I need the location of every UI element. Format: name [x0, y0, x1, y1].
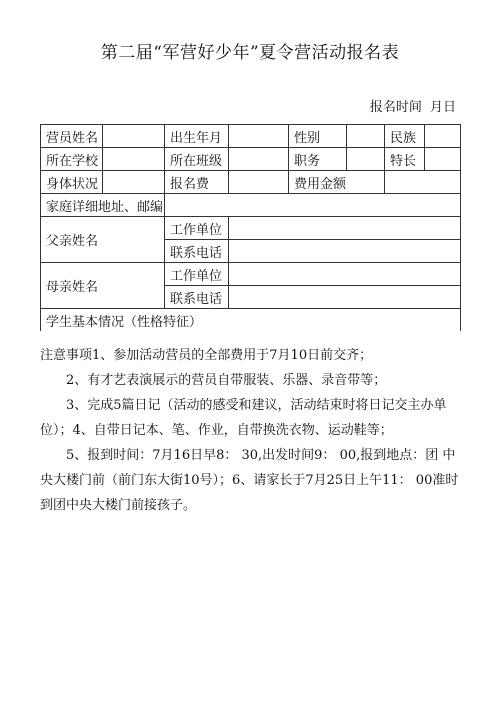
field-ethnicity[interactable]	[425, 125, 461, 148]
label-father-name: 父亲姓名	[41, 217, 165, 263]
label-specialty: 特长	[385, 148, 425, 171]
label-father-phone: 联系电话	[165, 240, 229, 263]
field-father-phone[interactable]	[229, 240, 461, 263]
form-row-father-work	[41, 217, 461, 240]
label-school: 所在学校	[41, 148, 103, 171]
form-title: 第二届“军营好少年”夏令营活动报名表	[100, 43, 400, 63]
field-mother-phone[interactable]	[229, 286, 461, 309]
label-gender: 性别	[289, 125, 347, 148]
note-item: 注意事项1、参加活动营员的全部费用于7月10日前交齐；	[40, 348, 373, 363]
field-fee[interactable]	[229, 171, 289, 194]
label-father-work: 工作单位	[165, 217, 229, 240]
label-class: 所在班级	[165, 148, 229, 171]
field-school[interactable]	[103, 148, 165, 171]
form-row-student-info	[41, 309, 461, 332]
label-fee: 报名费	[165, 171, 229, 194]
field-specialty[interactable]	[425, 148, 461, 171]
field-mother-work[interactable]	[229, 263, 461, 286]
label-address: 家庭详细地址、邮编	[41, 194, 165, 217]
note-item: 2、有才艺表演展示的营员自带服装、乐器、录音带等；	[66, 373, 387, 388]
form-row-health	[41, 171, 461, 194]
field-class[interactable]	[229, 148, 289, 171]
field-fee-amount[interactable]	[385, 171, 461, 194]
note-item: 5、报到时间：7月16日早8： 30,出发时间9： 00,报到地点：团 中央大楼门前（前门东大街10号）；6、请家长于7月25日上午11： 00准时到团中央大楼门前接孩子。	[40, 448, 459, 513]
form-row-address	[41, 194, 461, 217]
field-gender[interactable]	[347, 125, 385, 148]
field-health[interactable]	[103, 171, 165, 194]
form-row-mother-work	[41, 263, 461, 286]
field-camper-name[interactable]	[103, 125, 165, 148]
field-father-work[interactable]	[229, 217, 461, 240]
label-birth-date: 出生年月	[165, 125, 229, 148]
label-fee-amount: 费用金额	[289, 171, 385, 194]
label-ethnicity: 民族	[385, 125, 425, 148]
label-camper-name: 营员姓名	[41, 125, 103, 148]
form-row-camper	[41, 125, 461, 148]
notes-section	[40, 343, 464, 518]
label-position: 职务	[289, 148, 347, 171]
registration-date: 报名时间 月日	[369, 100, 456, 115]
label-health: 身体状况	[41, 171, 103, 194]
note-item: 3、完成5篇日记（活动的感受和建议，活动结束时将日记交主办单位）；4、自带日记本、笔、作业，自带换洗衣物、运动鞋等；	[40, 398, 447, 438]
registration-form	[40, 124, 461, 331]
form-row-school	[41, 148, 461, 171]
field-birth-date[interactable]	[229, 125, 289, 148]
label-mother-work: 工作单位	[165, 263, 229, 286]
field-position[interactable]	[347, 148, 385, 171]
label-student-info: 学生基本情况（性格特征）	[41, 309, 461, 332]
label-mother-name: 母亲姓名	[41, 263, 165, 309]
field-address[interactable]	[165, 194, 461, 217]
label-mother-phone: 联系电话	[165, 286, 229, 309]
